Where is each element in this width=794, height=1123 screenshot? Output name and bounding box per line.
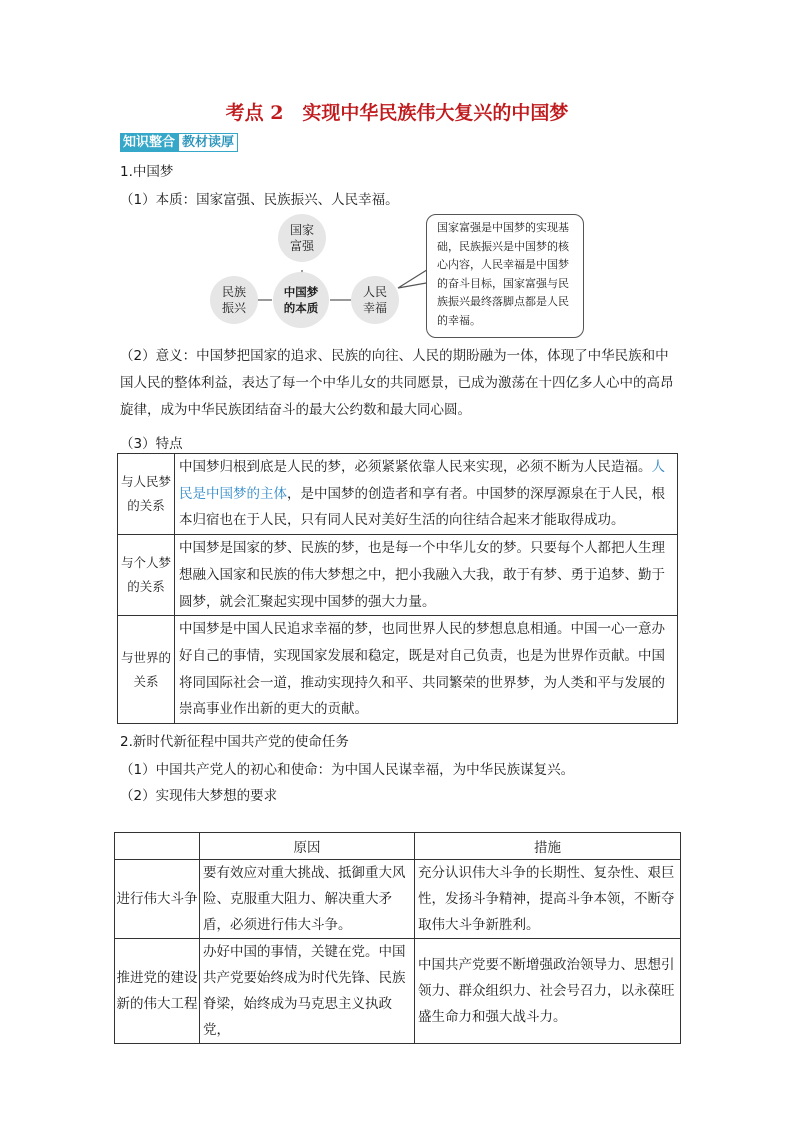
row-key: 与人民梦的关系 [118, 454, 175, 535]
row-key: 与个人梦的关系 [118, 535, 175, 616]
row-key: 推进党的建设新的伟大工程 [115, 939, 200, 1044]
features-table [117, 453, 678, 724]
page-title: 考点 2 实现中华民族伟大复兴的中国梦 [225, 102, 569, 124]
node-left-label: 民族振兴 [221, 285, 246, 315]
row-text: 中国梦归根到底是人民的梦，必须紧紧依靠人民来实现，必须不断为人民造福。 [179, 459, 652, 475]
row-reason: 办好中国的事情，关键在党。中国共产党要始终成为时代先锋、民族脊梁，始终成为马克思主义执政党， [200, 939, 415, 1044]
row-key: 与世界的关系 [118, 616, 175, 724]
section2-heading: 2.新时代新征程中国共产党的使命任务 [120, 734, 349, 750]
node-people-happiness [351, 276, 399, 324]
callout-box: 国家富强是中国梦的实现基础，民族振兴是中国梦的核心内容，人民幸福是中国梦的奋斗目标，国家富强与民族振兴最终落脚点都是人民的幸福。 [426, 214, 584, 338]
section1-heading: 1.中国梦 [120, 164, 174, 180]
table-row [118, 535, 678, 616]
row-content: 中国梦是国家的梦、民族的梦，也是每一个中华儿女的梦。只要每个人都把人生理想融入国家和民族的伟大梦想之中，把小我融入大我，敢于有梦、勇于追梦、勤于圆梦，就会汇聚起实现中国梦的强大力量。 [175, 535, 678, 616]
header-reason: 原因 [200, 833, 415, 860]
table-row [115, 860, 681, 939]
features-heading: （3）特点 [120, 436, 183, 452]
node-right-label: 人民幸福 [362, 285, 387, 315]
mission-text: （1）中国共产党人的初心和使命：为中国人民谋幸福，为中华民族谋复兴。 [120, 762, 575, 778]
node-national-prosperity [278, 214, 326, 262]
header-blank [115, 833, 200, 860]
row-text-cont: ，是中国梦的创造者和享有者。中国梦的深厚源泉在于人民，根本归宿也在于人民，只有同人民对美好生活的向往结合起来才能取得成功。 [179, 485, 665, 529]
requirements-table [114, 832, 681, 1044]
highlight-text: 人民是中国梦的主体 [179, 459, 665, 502]
table-row [118, 454, 678, 535]
row-measure: 中国共产党要不断增强政治领导力、思想引领力、群众组织力、社会号召力，以永葆旺盛生命力和强大战斗力。 [415, 939, 681, 1044]
node-center [273, 272, 329, 328]
table-row [118, 616, 678, 724]
node-national-rejuvenation [210, 276, 258, 324]
significance-text: （2）意义：中国梦把国家的追求、民族的向往、人民的期盼融为一体，体现了中华民族和中国人民的整体利益，表达了每一个中华儿女的共同愿景，已成为激荡在十四亿多人心中的高昂旋律，成为中华民族团结奋斗的最大公约数和最大同心圆。 [120, 348, 674, 418]
essence-text: （1）本质：国家富强、民族振兴、人民幸福。 [120, 192, 399, 208]
badge-right: 教材读厚 [178, 133, 238, 152]
requirements-heading: （2）实现伟大梦想的要求 [120, 788, 278, 804]
node-center-label: 中国梦的本质 [283, 285, 319, 315]
row-content [175, 454, 678, 535]
node-top-label: 国家富强 [289, 223, 314, 253]
table-header-row [115, 833, 681, 860]
row-reason: 要有效应对重大挑战、抵御重大风险、克服重大阻力、解决重大矛盾，必须进行伟大斗争。 [200, 860, 415, 939]
row-measure: 充分认识伟大斗争的长期性、复杂性、艰巨性，发扬斗争精神，提高斗争本领，不断夺取伟大斗争新胜利。 [415, 860, 681, 939]
row-content: 中国梦是中国人民追求幸福的梦，也同世界人民的梦想息息相通。中国一心一意办好自己的事情，实现国家发展和稳定，既是对自己负责，也是为世界作贡献。中国将同国际社会一道，推动实现持久和平、共同繁荣的世界梦，为人类和平与发展的崇高事业作出新的更大的贡献。 [175, 616, 678, 724]
table-row [115, 939, 681, 1044]
header-measure: 措施 [415, 833, 681, 860]
badge-left: 知识整合 [120, 133, 178, 152]
row-key: 进行伟大斗争 [115, 860, 200, 939]
